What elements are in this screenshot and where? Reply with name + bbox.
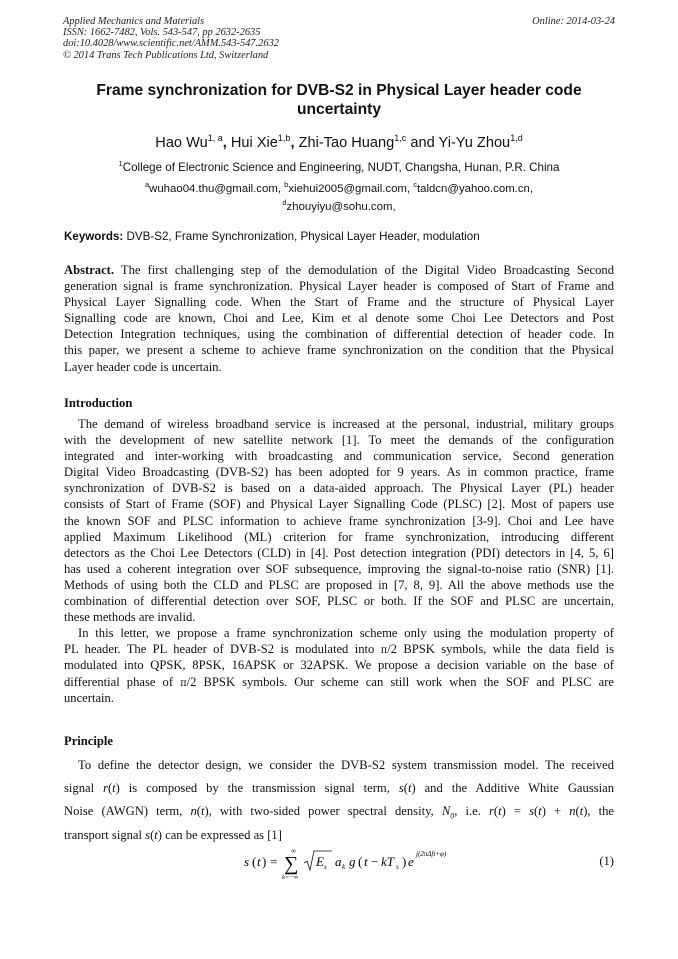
abstract-line: this paper, we present a scheme to achieve frame synchronization on the condition that the Physical: [64, 343, 614, 358]
principle-text: is composed by the transmission signal term,: [128, 781, 390, 796]
author-sup: 1,d: [510, 133, 523, 143]
email-link[interactable]: xiehui2005@gmail.com,: [288, 182, 411, 195]
keywords-text: DVB-S2, Frame Synchronization, Physical Layer Header, modulation: [126, 230, 480, 243]
email-sup: d: [282, 197, 287, 207]
principle-line: signal r(t) is composed by the transmission signal term, s(t) and the Additive White Gaussian: [64, 781, 615, 796]
abstract-label: Abstract.: [64, 263, 115, 277]
abstract: [64, 262, 614, 375]
svg-text:(: (: [358, 854, 363, 869]
svg-text:e: e: [408, 854, 414, 869]
principle-text: transport signal: [64, 827, 142, 842]
principle-text: , i.e.: [454, 804, 481, 819]
author-name: Yi-Yu Zhou: [438, 134, 511, 151]
author-name: Zhi-Tao Huang: [298, 134, 395, 151]
principle-body: [64, 754, 614, 847]
author-sup: 1, a: [207, 133, 223, 143]
intro-line: [64, 674, 614, 690]
author-list: Hao Wu$^{1, a}$, Hui Xie$^{1,b}$, Zhi-Tao Huang$^{1,c}$ and Yi-Yu Zhou$^{1,d}$: [155, 133, 523, 151]
intro-text: PL header. The PL header of DVB-S2 is modulated into: [64, 642, 375, 657]
principle-text: , with two-sided power spectral density,: [208, 804, 434, 819]
intro-text: /2 BPSK symbols, while the data field is: [387, 642, 614, 657]
author-name: Hui Xie: [230, 134, 278, 151]
principle-line: Noise (AWGN) term, n(t), with two-sided power spectral density, $N_0$, i.e. r(t) = s(t) + n(t), the: [64, 804, 615, 821]
intro-line: applied Maximum Likelihood (ML) criterion for frame synchronization, introducing different: [64, 529, 614, 544]
keywords: [64, 229, 614, 244]
author-sup: 1,b: [277, 133, 291, 143]
paper-title: [64, 81, 614, 119]
intro-line: [64, 641, 614, 657]
title-line-1: Frame synchronization for DVB-S2 in Physical Layer header code: [96, 82, 582, 99]
email-sup: a: [144, 180, 150, 189]
equation-number: (1): [599, 854, 614, 868]
introduction-body: [64, 416, 614, 706]
affiliation-text: College of Electronic Science and Engineering, NUDT, Changsha, Hunan, P.R. China: [122, 160, 560, 174]
svg-text:(: (: [252, 854, 257, 869]
intro-line: with the development of new satellite network [1]. To meet the demands of the configuration: [64, 433, 614, 448]
abstract-line: Layer header code is uncertain.: [64, 359, 222, 374]
affiliation-sup: 1: [118, 159, 123, 168]
title-line-2: uncertainty: [296, 101, 382, 118]
keywords-label: Keywords:: [64, 230, 124, 243]
svg-text:j(2πΔft+φ): j(2πΔft+φ): [416, 850, 447, 858]
svg-text:t: t: [257, 854, 261, 869]
journal-name: Applied Mechanics and Materials: [63, 16, 205, 27]
section-heading-principle: Principle: [64, 734, 113, 748]
intro-line: uncertain.: [64, 690, 114, 705]
email-sup: b: [284, 180, 289, 189]
issn: ISSN: 1662-7482, Vols. 543-547, pp 2632-2635: [63, 27, 261, 39]
svg-text:E: E: [316, 854, 324, 869]
intro-line: combination of differential detection over SOF, PLSC or both. If the SOF and PLSC are uncertain,: [64, 594, 614, 609]
svg-text:∑: ∑: [284, 853, 299, 875]
intro-line: Digital Video Broadcasting (DVB-S2) has been adopted for 9 years. As in common practice, frame: [64, 465, 614, 480]
intro-line: detectors as the Choi Lee Detectors (CLD) in [4]. Post detection integration (PDI) detectors in [4, 5, 6]: [64, 545, 614, 560]
author-and: and: [410, 134, 435, 151]
pi-symbol: π: [380, 645, 388, 657]
principle-text: To define the detector design, we consider the DVB-S2 system transmission model. The received: [78, 758, 614, 772]
svg-text:∞: ∞: [291, 847, 296, 855]
equation-formula: [244, 842, 524, 882]
abstract-line: Signalling code are known, Choi and Lee, Kim et al denote some Choi Lee Detectors and Post: [64, 311, 614, 326]
svg-text:−: −: [371, 854, 379, 869]
intro-text: The demand of wireless broadband service is increased at the personal, industrial, military groups: [78, 417, 614, 431]
author-name: Hao Wu: [155, 134, 208, 151]
math-model: r: [488, 804, 494, 819]
principle-text: , the: [587, 804, 615, 819]
email-link[interactable]: zhouyiyu@sohu.com,: [286, 200, 396, 213]
math-n-t: n: [190, 804, 197, 819]
math-r-t: r: [103, 781, 108, 796]
svg-text:): ): [262, 854, 267, 869]
copyright: © 2014 Trans Tech Publications Ltd, Switzerland: [63, 49, 269, 61]
principle-text: signal: [64, 781, 95, 796]
abstract-line: Physical Layer Signalling code. When the Start of Frame and the structure of Physical Layer: [64, 295, 614, 310]
svg-text:s: s: [324, 863, 327, 871]
intro-line: modulated into QPSK, 8PSK, 16APSK or 32APSK. We propose a decision variable on the base of: [64, 658, 614, 673]
intro-line: integrated and inter-working with broadcasting and communication service, Second generation: [64, 449, 614, 464]
intro-line: has used a coherent integration over SOF subsequence, improving the signal-to-noise ratio (SNR) [1].: [64, 561, 614, 576]
affiliation: [64, 156, 614, 175]
svg-text:s: s: [244, 854, 250, 869]
intro-line: synchronization of DVB-S2 is based on a data-aided approach. The Physical Layer (PL) header: [64, 481, 614, 496]
intro-line: [64, 416, 614, 432]
journal-header: [63, 16, 615, 61]
equation-1: [64, 842, 614, 882]
intro-line: these methods are invalid.: [64, 610, 196, 625]
svg-text:s: s: [396, 863, 399, 871]
math-n0: $N_0$: [441, 804, 455, 821]
author-emails: [64, 178, 614, 214]
math-s-t: s: [145, 827, 151, 842]
svg-text:t: t: [364, 854, 368, 869]
abstract-line: Detection Integration techniques, using the combination of differential detection of header code. In: [64, 327, 614, 342]
principle-text: Noise (AWGN) term,: [64, 804, 183, 819]
author-sup: 1,c: [394, 133, 407, 143]
intro-text: In this letter, we propose a frame synchronization scheme only using the modulation property of: [78, 626, 614, 641]
svg-text:): ): [402, 854, 407, 869]
online-date: Online: 2014-03-24: [532, 16, 615, 27]
doi[interactable]: doi:10.4028/www.scientific.net/AMM.543-547.2632: [63, 38, 279, 50]
intro-line: [64, 625, 614, 641]
svg-text:g: g: [349, 854, 356, 869]
svg-text:k=−∞: k=−∞: [282, 874, 299, 881]
svg-text:=: =: [270, 854, 278, 869]
email-link[interactable]: wuhao04.thu@gmail.com,: [149, 182, 281, 195]
section-heading-introduction: Introduction: [64, 396, 133, 410]
principle-line: [64, 754, 614, 777]
pi-symbol: π: [180, 677, 187, 689]
intro-line: Methods of using both the CLD and PLSC are proposed in [7, 8, 9]. All the above methods use the: [64, 577, 614, 592]
abstract-line: [64, 262, 614, 278]
email-link[interactable]: taldcn@yahoo.com.cn,: [417, 182, 534, 195]
svg-text:a: a: [335, 854, 342, 869]
svg-text:kT: kT: [381, 854, 394, 869]
abstract-text: The first challenging step of the demodulation of the Digital Video Broadcasting Second: [120, 263, 615, 277]
email-sup: c: [413, 180, 417, 189]
principle-text: can be expressed as [1]: [165, 827, 282, 842]
intro-line: consists of Start of Frame (SOF) and Physical Layer Signalling Code (PLSC) [2]. Most of papers use: [64, 497, 614, 512]
abstract-line: generation signal is frame synchronization. Physical Layer header is composed of Start of Frame and: [64, 279, 614, 294]
principle-text: and the Additive White Gaussian: [424, 781, 615, 796]
math-s-t: s: [398, 781, 404, 796]
svg-text:k: k: [342, 863, 346, 871]
intro-text: differential phase of: [64, 674, 174, 689]
principle-line: transport signal s(t) can be expressed as [1]: [64, 827, 282, 842]
intro-line: the known SOF and PLSC information to achieve frame synchronization [3-9]. Choi and Lee have: [64, 513, 614, 528]
intro-text: /2 BPSK symbols. Our scheme can still work when the SOF and PLSC are: [186, 674, 614, 689]
